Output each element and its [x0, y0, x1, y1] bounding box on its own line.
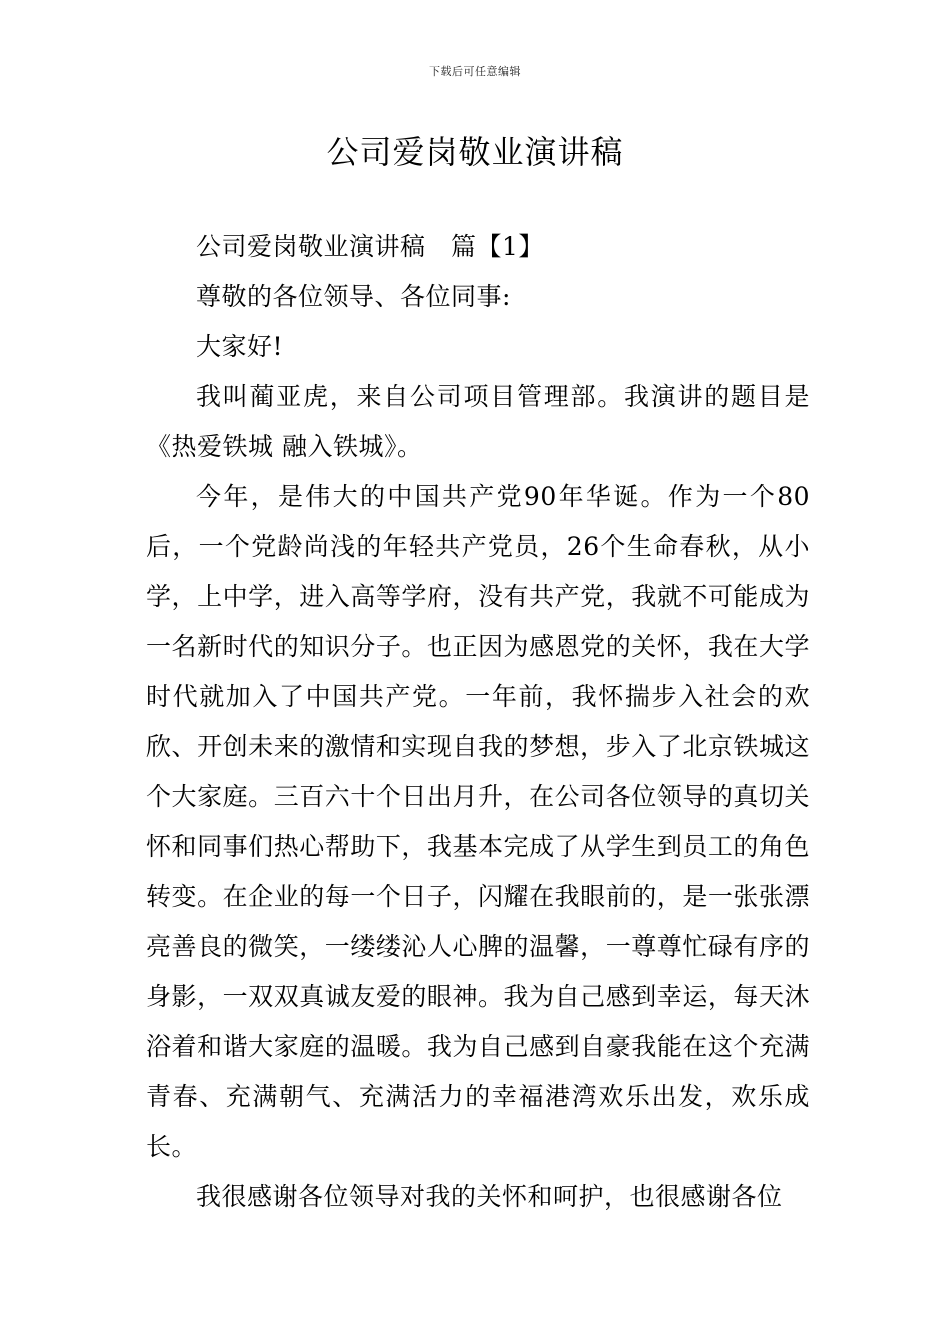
paragraph-introduction: 我叫蔺亚虎，来自公司项目管理部。我演讲的题目是《热爱铁城 融入铁城》。 — [146, 382, 810, 461]
section-heading: 公司爱岗敬业演讲稿 篇【1】 — [196, 232, 544, 261]
document-title: 公司爱岗敬业演讲稿 — [326, 133, 624, 171]
paragraph-greeting: 大家好! — [196, 332, 284, 361]
paragraph-salutation: 尊敬的各位领导、各位同事: — [196, 282, 511, 311]
document-body — [146, 222, 810, 1222]
header-note: 下载后可任意编辑 — [429, 65, 521, 78]
paragraph-thanks: 我很感谢各位领导对我的关怀和呵护，也很感谢各位 — [196, 1182, 783, 1211]
paragraph-main: 今年，是伟大的中国共产党90年华诞。作为一个80后，一个党龄尚浅的年轻共产党员，26个生命春秋，从小学，上中学，进入高等学府，没有共产党，我就不可能成为一名新时代的知识分子。也正因为感恩党的关怀，我在大学时代就加入了中国共产党。一年前，我怀揣步入社会的欢欣、开创未来的激情和实现自我的梦想，步入了北京铁城这个大家庭。三百六十个日出月升，在公司各位领导的真切关怀和同事们热心帮助下，我基本完成了从学生到员工的角色转变。在企业的每一个日子，闪耀在我眼前的，是一张张漂亮善良的微笑，一缕缕沁人心脾的温馨，一尊尊忙碌有序的身影，一双双真诚友爱的眼神。我为自己感到幸运，每天沐浴着和谐大家庭的温暖。我为自己感到自豪我能在这个充满青春、充满朝气、充满活力的幸福港湾欢乐出发，欢乐成长。 — [146, 482, 810, 1161]
